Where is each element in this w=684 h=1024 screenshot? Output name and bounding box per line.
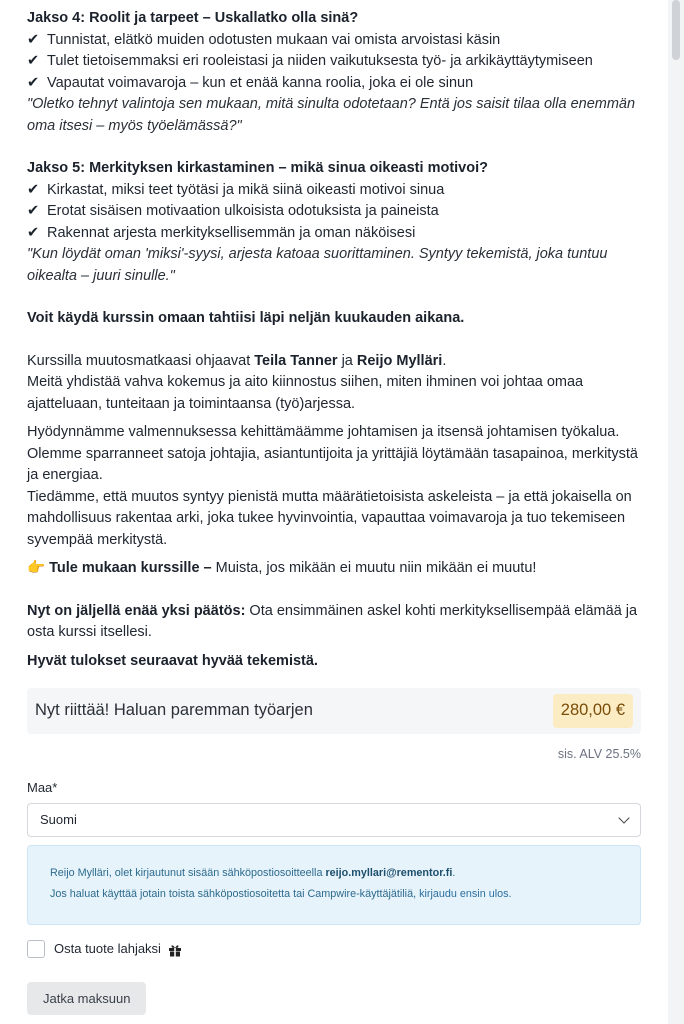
section-4-item [27, 51, 641, 73]
section-4-quote: "Oletko tehnyt valintoja sen mukaan, mitä sinulta odotetaan? Entä jos saisit tilaa olla enemmän oma itsesi – myös työelämässä?" [27, 96, 636, 134]
price-badge: 280,00 € [553, 694, 633, 728]
logout-link[interactable]: kirjaudu ensin ulos [419, 888, 509, 900]
guides-paragraph [27, 351, 641, 373]
login-info-suffix: . [452, 867, 456, 879]
logout-hint-suffix: . [508, 888, 512, 900]
login-info-line-2 [50, 884, 618, 905]
guide-name-reijo: Reijo Mylläri [356, 352, 443, 369]
guides-description: Meitä yhdistää vahva kokemus ja aito kiinnostus siihen, miten ihminen voi johtaa omaa ajatteluaan, tunteitaan ja toimintaansa (työ)arjessa. [27, 374, 584, 412]
check-icon: ✔ [27, 53, 40, 69]
gift-label[interactable]: Osta tuote lahjaksi [54, 941, 161, 956]
section-4-item [27, 73, 641, 95]
section-4-item-text: Tulet tietoisemmaksi eri rooleistasi ja niiden vaikutuksesta työ- ja arkikäyttäytymiseen [47, 53, 593, 69]
check-icon: ✔ [27, 203, 40, 219]
guides-prefix: Kurssilla muutosmatkaasi ohjaavat [27, 352, 255, 369]
guides-suffix: . [442, 352, 447, 369]
section-5-item [27, 223, 641, 245]
gift-icon [168, 942, 182, 956]
product-price-row [27, 688, 641, 734]
section-4-item-text: Vapautat voimavaroja – kun et enää kanna roolia, joka ei ole sinun [47, 74, 474, 91]
product-title: Nyt riittää! Haluan paremman työarjen [35, 701, 313, 720]
check-icon: ✔ [27, 74, 40, 91]
course-pace: Voit käydä kurssin omaan tahtiisi läpi neljän kuukauden aikana. [27, 310, 465, 326]
section-5-quote: "Kun löydät oman 'miksi'-syysi, arjesta katoaa suorittaminen. Syntyy tekemistä, joka tuntuu oikealta – juuri sinulle." [27, 246, 608, 284]
section-5-item-text: Erotat sisäisen motivaation ulkoisista odotuksista ja paineista [47, 203, 439, 219]
check-icon: ✔ [27, 181, 40, 198]
pointing-hand-icon: 👉 [27, 560, 46, 576]
decision-paragraph [27, 601, 641, 644]
section-5-item-text: Rakennat arjesta merkityksellisemmän ja oman näköisesi [47, 224, 416, 241]
change-paragraph: Tiedämme, että muutos syntyy pienistä mutta määrätietoisista askeleista – ja että jokaisella on mahdollisuus rakentaa arki, joka tukee hyvinvointia, vapauttaa voimavaroja ja tuo tekemiseen syvempää merkitystä. [27, 488, 632, 548]
cta-rest: Muista, jos mikään ei muutu niin mikään ei muutu! [211, 560, 537, 576]
gift-option [27, 938, 641, 960]
tools-paragraph: Hyödynnämme valmennuksessa kehittämäämme johtamisen ja itsensä johtamisen työkalua. Olemme sparranneet satoja johtajia, asiantuntijoita ja yrittäjiä löytämään tasapainoa, merkitystä ja energiaa. [27, 424, 638, 483]
login-email: reijo.myllari@rementor.fi [325, 867, 453, 879]
tagline: Hyvät tulokset seuraavat hyvää tekemistä. [27, 652, 318, 669]
scrollbar-thumb[interactable] [672, 0, 680, 60]
check-icon: ✔ [27, 224, 40, 241]
section-5-item-text: Kirkastat, miksi teet työtäsi ja mikä siinä oikeasti motivoi sinua [47, 181, 445, 198]
login-info-prefix: Reijo Mylläri, olet kirjautunut sisään sähköpostiosoitteella [50, 867, 326, 879]
country-label: Maa* [27, 779, 58, 795]
section-5-item [27, 201, 641, 223]
guide-name-teila: Teila Tanner [254, 352, 338, 369]
logout-hint: Jos haluat käyttää jotain toista sähköpostiosoitetta tai Campwire-käyttäjätiliä, [50, 888, 420, 900]
scrollbar[interactable] [668, 0, 684, 1024]
country-selected-value: Suomi [40, 812, 77, 828]
vat-note: sis. ALV 25.5% [557, 747, 641, 761]
login-info-box [27, 845, 641, 925]
guides-and: ja [337, 352, 357, 369]
continue-to-payment-button[interactable]: Jatka maksuun [27, 982, 146, 1015]
section-4-item-text: Tunnistat, elätkö muiden odotusten mukaan vai omista arvoistasi käsin [47, 31, 501, 48]
country-select[interactable] [27, 803, 641, 837]
decision-bold: Nyt on jäljellä enää yksi päätös: [27, 602, 246, 619]
decision-rest: Ota ensimmäinen askel kohti merkityksellisempää elämää ja osta kurssi itsellesi. [27, 602, 638, 640]
cta-bold: Tule mukaan kurssille – [49, 560, 212, 576]
section-5-item [27, 180, 641, 202]
chevron-down-icon [618, 812, 629, 823]
login-info-line-1 [50, 863, 618, 884]
check-icon: ✔ [27, 31, 40, 48]
cta-paragraph [27, 558, 641, 580]
section-4-heading: Jakso 4: Roolit ja tarpeet – Uskallatko olla sinä? [27, 10, 359, 26]
gift-checkbox[interactable] [27, 940, 45, 958]
section-4-item [27, 30, 641, 52]
section-5-heading: Jakso 5: Merkityksen kirkastaminen – mikä sinua oikeasti motivoi? [27, 160, 488, 176]
